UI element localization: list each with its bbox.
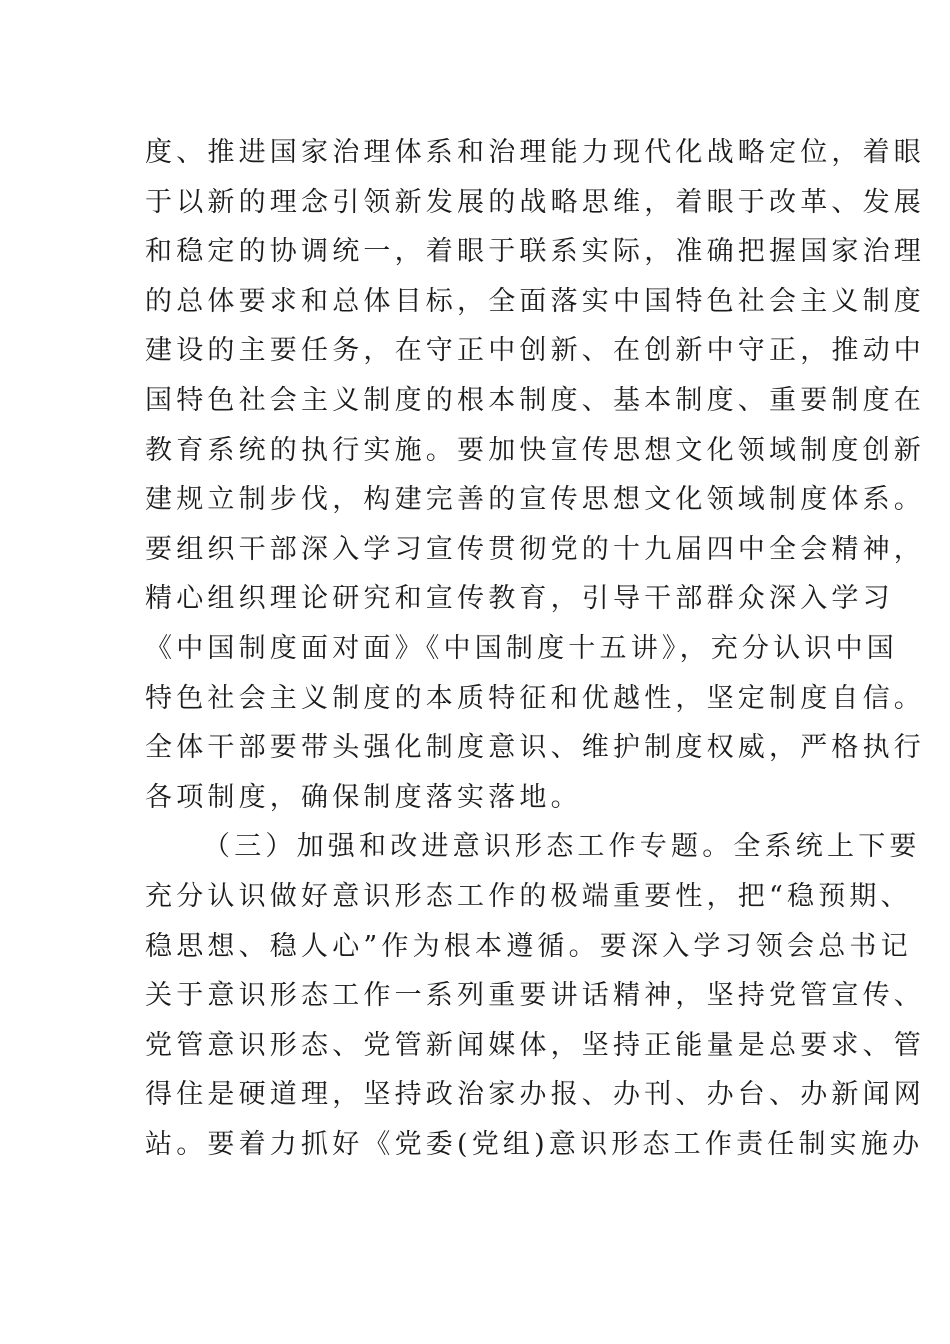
text-line: 的总体要求和总体目标，全面落实中国特色社会主义制度	[145, 285, 925, 317]
text-line: 党管意识形态、党管新闻媒体，坚持正能量是总要求、管	[145, 1029, 925, 1061]
text-line: 国特色社会主义制度的根本制度、基本制度、重要制度在	[145, 384, 925, 416]
text-line: 建规立制步伐，构建完善的宣传思想文化领域制度体系。	[145, 484, 925, 516]
text-line: 关于意识形态工作一系列重要讲话精神，坚持党管宣传、	[145, 980, 925, 1012]
text-line: 特色社会主义制度的本质特征和优越性，坚定制度自信。	[145, 682, 925, 714]
body-text	[145, 128, 925, 1169]
text-line: 要组织干部深入学习宣传贯彻党的十九届四中全会精神，	[145, 533, 925, 565]
text-line: 教育系统的执行实施。要加快宣传思想文化领域制度创新	[145, 434, 925, 466]
text-line: 稳思想、稳人心”作为根本遵循。要深入学习领会总书记	[145, 930, 912, 962]
section-heading-line: （三）加强和改进意识形态工作专题。全系统上下要	[203, 831, 921, 863]
text-line: 全体干部要带头强化制度意识、维护制度权威，严格执行	[145, 732, 925, 764]
text-line: 站。要着力抓好《党委(党组)意识形态工作责任制实施办	[145, 1128, 924, 1160]
text-line: 于以新的理念引领新发展的战略思维，着眼于改革、发展	[145, 186, 925, 218]
text-line: 度、推进国家治理体系和治理能力现代化战略定位，着眼	[145, 137, 925, 168]
text-line: 和稳定的协调统一，着眼于联系实际，准确把握国家治理	[145, 236, 925, 268]
text-line: 各项制度，确保制度落实落地。	[145, 781, 582, 813]
text-line: 建设的主要任务，在守正中创新、在创新中守正，推动中	[145, 335, 925, 367]
text-line: 精心组织理论研究和宣传教育，引导干部群众深入学习	[145, 583, 894, 615]
text-line: 充分认识做好意识形态工作的极端重要性，把“稳预期、	[145, 880, 912, 912]
text-line: 《中国制度面对面》《中国制度十五讲》，充分认识中国	[145, 632, 898, 664]
text-line: 得住是硬道理，坚持政治家办报、办刊、办台、办新闻网	[145, 1079, 925, 1111]
